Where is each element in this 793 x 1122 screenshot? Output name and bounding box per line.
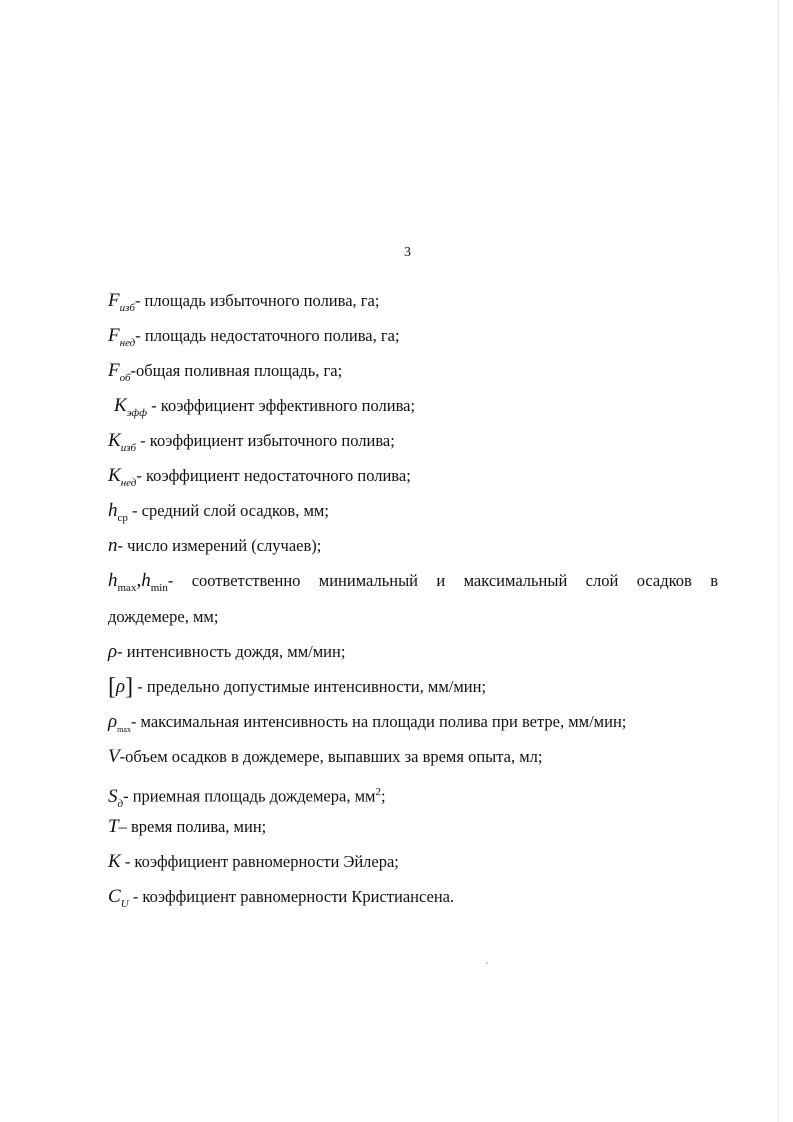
definition-text: -общая поливная площадь, га; [130,361,343,380]
symbol: $F_{изб}$ [108,290,135,314]
symbol: $C_U$ [108,886,129,910]
page-number: 3 [404,245,411,260]
definition-h-max-min-continuation [108,608,718,643]
definition-f-ned [108,327,718,362]
symbol: [ρ] [108,674,134,700]
symbol: $h_{ср}$ [108,500,128,524]
definition-text: - площадь недостаточного полива, га; [135,326,400,345]
definition-s-d [108,783,718,818]
definition-rho [108,643,718,678]
definition-h-max-min [108,572,718,608]
symbol: ρ [108,641,118,662]
definition-text: -объем осадков в дождемере, выпавших за время опыта, мл; [119,747,543,766]
definition-text: - предельно допустимые интенсивности, мм/мин; [133,677,487,696]
definition-n [108,537,718,572]
scan-speck [486,962,488,964]
symbol: T [108,816,119,837]
definition-text: - соответственно минимальный и максимальный слой осадков в [167,571,718,590]
definition-text: - число измерений (случаев); [117,536,322,555]
definition-v [108,748,718,783]
definition-text: - средний слой осадков, мм; [127,501,329,520]
definition-t [108,818,718,853]
definition-text: - приемная площадь дождемера, мм [123,786,376,806]
symbol: $K_{нед}$ [108,465,137,489]
symbol: V [108,746,120,767]
symbol: $K_{изб}$ [108,430,137,454]
definition-k-euler [108,853,718,888]
symbol: K [108,851,121,872]
definition-cu [108,888,718,923]
definition-text: – время полива, мин; [118,817,267,836]
definition-k-ned [108,467,718,502]
definition-k-izb [108,432,718,467]
definition-h-sr [108,502,718,537]
symbol: $h_{max},h_{min}$ [108,570,168,594]
definition-rho-max [108,713,718,748]
symbol: $K_{эфф}$ [114,395,148,419]
definition-rho-allowed [108,674,718,713]
definition-text: - коэффициент эффективного полива; [147,396,416,415]
symbol: $F_{об}$ [108,360,131,384]
symbol: n [108,535,118,556]
definitions-list [108,292,718,923]
definition-text: - коэффициент избыточного полива; [136,431,395,450]
definition-f-ob [108,362,718,397]
superscript: 2 [375,786,381,798]
definition-text: дождемере, мм; [108,607,219,626]
symbol: $S_д$ [108,785,124,810]
scan-edge [778,0,779,1122]
definition-text: - площадь избыточного полива, га; [134,291,380,310]
definition-k-eff [108,397,718,432]
definition-text: - коэффициент равномерности Кристиансена. [128,887,455,906]
definition-f-izb [108,292,718,327]
symbol: $\rho_{max}$ [108,711,131,734]
definition-text: - коэффициент недостаточного полива; [136,466,411,485]
symbol: $F_{нед}$ [108,325,136,349]
definition-text: - максимальная интенсивность на площади полива при ветре, мм/мин; [130,712,627,731]
definition-text: - интенсивность дождя, мм/мин; [117,642,346,661]
definition-text: - коэффициент равномерности Эйлера; [120,852,399,871]
definition-tail: ; [380,786,386,806]
